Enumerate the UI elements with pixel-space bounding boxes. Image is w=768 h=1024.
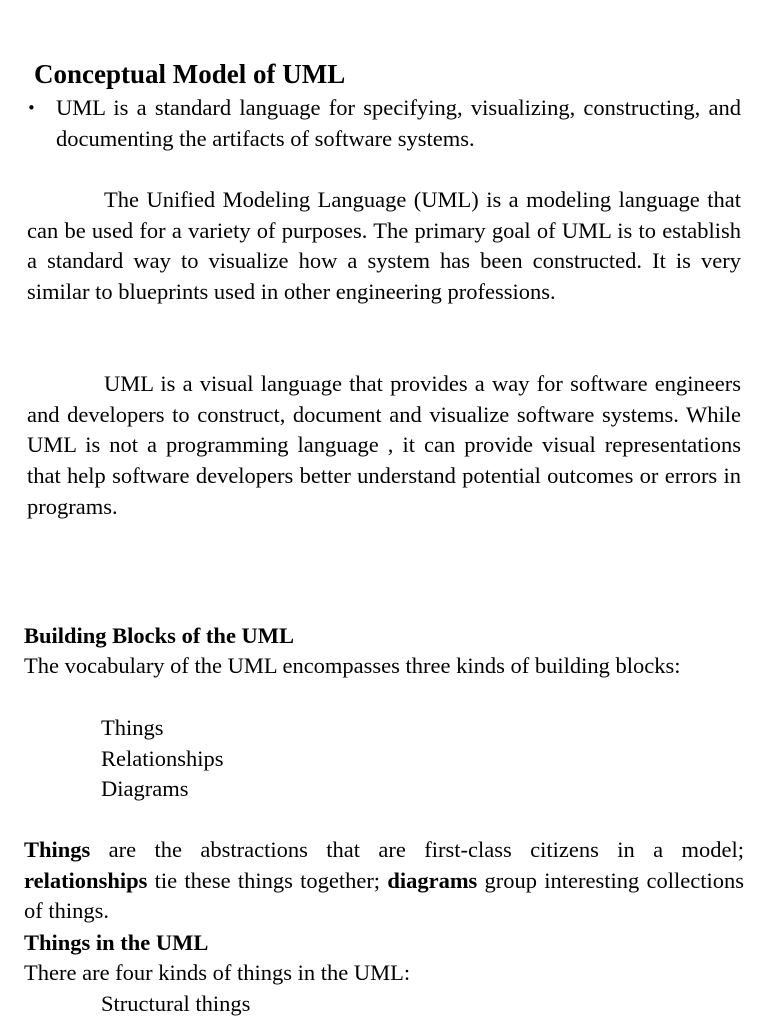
term-things: Things	[24, 837, 91, 862]
text-things: are the abstractions that are first-class citizens in a model;	[90, 837, 744, 862]
paragraph-uml-visual-language: UML is a visual language that provides a way for software engineers and developers to construct, document and visualize software systems. While UML is not a programming language , it can provide visual representations that help software developers better understand potential outcomes or errors in programs.	[27, 371, 741, 519]
building-blocks-intro: The vocabulary of the UML encompasses three kinds of building blocks:	[24, 653, 681, 678]
paragraph-building-block-definitions	[24, 835, 744, 927]
heading-things-in-uml: Things in the UML	[24, 930, 209, 955]
page-title: Conceptual Model of UML	[34, 59, 346, 89]
list-item-structural-things: Structural things	[101, 991, 251, 1016]
bullet-icon: •	[27, 99, 36, 117]
term-diagrams: diagrams	[387, 867, 478, 893]
text-relationships: tie these things together;	[147, 867, 388, 893]
bullet-item	[27, 93, 741, 154]
paragraph-uml-definition: The Unified Modeling Language (UML) is a modeling language that can be used for a variety of purposes. The primary goal of UML is to establish a standard way to visualize how a system has been constructed. It is very similar to blueprints used in other engineering professions.	[27, 187, 741, 305]
bullet-text: UML is a standard language for specifying, visualizing, constructing, and documenting the artifacts of software systems.	[56, 95, 741, 151]
things-kinds-list	[101, 989, 250, 1020]
list-item-diagrams: Diagrams	[101, 776, 189, 802]
things-intro: There are four kinds of things in the UML:	[24, 960, 411, 985]
heading-building-blocks: Building Blocks of the UML	[24, 623, 295, 648]
text-diagrams: group interesting collections of things.	[24, 867, 744, 924]
list-item-relationships: Relationships	[101, 745, 224, 771]
list-item-things: Things	[101, 715, 164, 740]
term-relationships: relationships	[24, 867, 148, 893]
building-blocks-list	[101, 713, 224, 805]
